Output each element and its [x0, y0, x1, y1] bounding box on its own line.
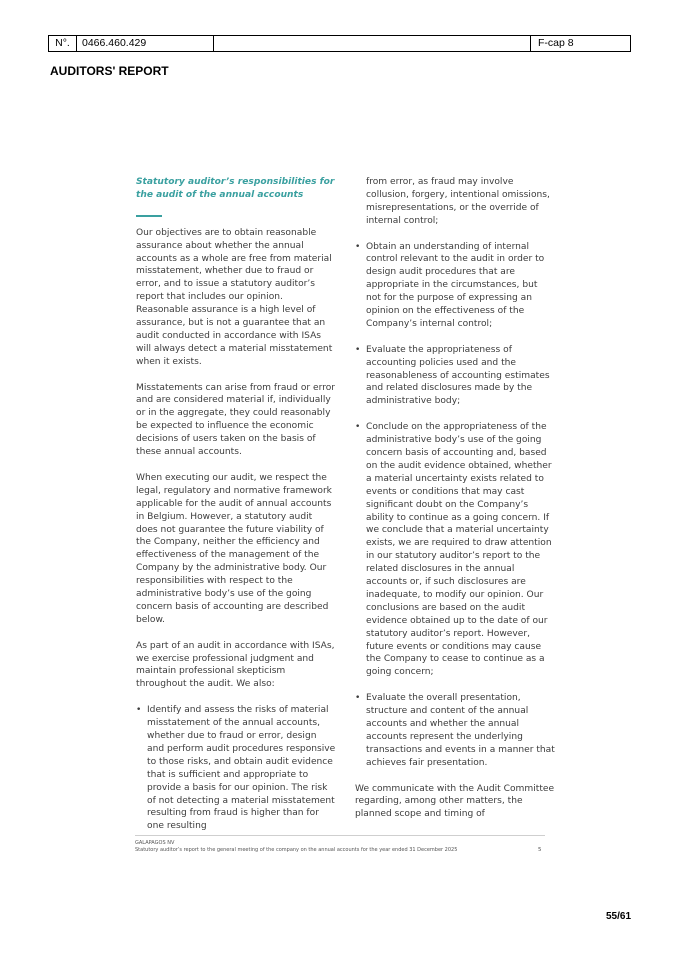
header-blank-cell: [213, 35, 531, 52]
paragraph: We communicate with the Audit Committee regarding, among other matters, the planned scope and timing of: [355, 783, 555, 820]
bullet-text: Obtain an understanding of internal control relevant to the audit in order to design audit procedures that are appropriate in the circumstances, but not for the purpose of expressing an opinion on the effectiveness of the Company’s internal control;: [366, 241, 545, 329]
report-title: AUDITORS' REPORT: [50, 64, 169, 78]
bullet-item: [355, 344, 555, 409]
header-no-label: N°.: [48, 35, 77, 52]
paragraph: When executing our audit, we respect the legal, regulatory and normative framework applicable for the audit of annual accounts in Belgium. However, a statutory audit does not guarantee the future viability of the Company, neither the efficiency and effectiveness of the management of the Company by the administrative body. Our responsibilities with respect to the administrative body’s use of the going concern basis of accounting are described below.: [136, 472, 332, 625]
bullet-item: [355, 692, 555, 769]
footer-text: Statutory auditor’s report to the general meeting of the company on the annual accounts for the year ended 31 December 2025: [135, 847, 458, 853]
right-column: [355, 176, 555, 834]
bullet-icon: •: [355, 422, 361, 433]
left-column: [136, 176, 336, 846]
paragraph: from error, as fraud may involve collusion, forgery, intentional omissions, misrepresentations, or the override of internal control;: [366, 177, 550, 226]
bullet-text: Evaluate the overall presentation, structure and content of the annual accounts and whether the annual accounts represent the underlying transactions and events in a manner that achieves fair presentation.: [366, 693, 555, 768]
footer-company: GALAPAGOS NV: [135, 840, 175, 846]
bullet-item: [355, 241, 555, 331]
page-number: 55/61: [606, 911, 632, 922]
paragraph: As part of an audit in accordance with ISAs, we exercise professional judgment and maintain professional skepticism throughout the audit. We also:: [136, 640, 335, 690]
title-underline: [136, 215, 162, 217]
bullet-text: Identify and assess the risks of material misstatement of the annual accounts, whether due to fraud or error, design and perform audit procedures responsive to those risks, and obtain audit evidence that is sufficient and appropriate to provide a basis for our opinion. The risk of not detecting a material misstatement resulting from fraud is higher than for one resulting: [147, 705, 336, 832]
bullet-icon: •: [355, 693, 361, 704]
header-company-number: 0466.460.429: [76, 35, 214, 52]
paragraph: Misstatements can arise from fraud or error and are considered material if, individually or in the aggregate, they could reasonably be expected to influence the economic decisions of users taken on the basis of these annual accounts.: [136, 382, 336, 458]
bullet-icon: •: [136, 705, 142, 716]
scanned-report-page: [118, 165, 558, 865]
bullet-text: Conclude on the appropriateness of the administrative body’s use of the going concern basis of accounting and, based on the audit evidence obtained, whether a material uncertainty exists related to events or conditions that may cast significant doubt on the Company’s ability to continue as a going concern. If we conclude that a material uncertainty exists, we are required to draw attention in our statutory auditor’s report to the related disclosures in the annual accounts or, if such disclosures are inadequate, to modify our opinion. Our conclusions are based on the audit evidence obtained up to the date of our statutory auditor’s report. However, future events or conditions may cause the Company to cease to continue as a going concern;: [366, 422, 552, 678]
footer-scan-page-number: 5: [538, 847, 542, 853]
paragraph: Our objectives are to obtain reasonable assurance about whether the annual accounts as a whole are free from material misstatement, whether due to fraud or error, and to issue a statutory auditor’s report that includes our opinion. Reasonable assurance is a high level of assurance, but is not a guarantee that an audit conducted in accordance with ISAs will always detect a material misstatement when it exists.: [136, 227, 333, 367]
bullet-item: [355, 421, 555, 679]
bullet-item: [136, 704, 336, 833]
bullet-icon: •: [355, 344, 361, 355]
bullet-icon: •: [355, 241, 361, 252]
bullet-text: Evaluate the appropriateness of accounting policies used and the reasonableness of accounting estimates and related disclosures made by the administrative body;: [366, 344, 550, 407]
header-form-code: F-cap 8: [530, 35, 631, 52]
section-title: Statutory auditor’s responsibilities for the audit of the annual accounts: [136, 177, 335, 200]
footer-divider: [135, 835, 545, 836]
